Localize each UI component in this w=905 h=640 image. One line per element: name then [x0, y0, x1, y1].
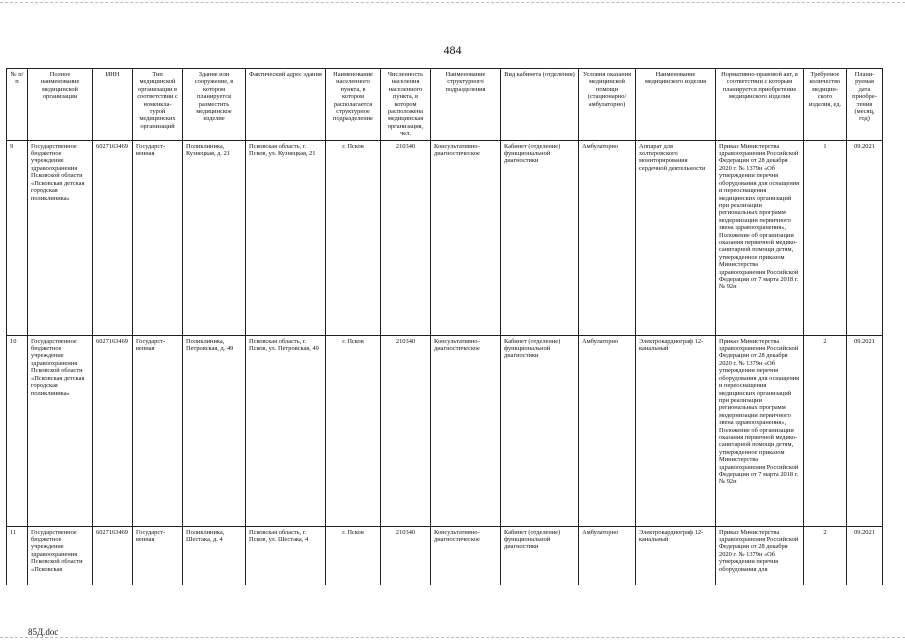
cell-cabinet: Кабинет (отделение) функциональной диагностики — [501, 335, 579, 526]
cell-org: Государственное бюджетное учреждение здравоохранения Псковской области «Псковская детская городская поликлиника» — [28, 335, 93, 526]
cell-cabinet: Кабинет (отделение) функциональной диагностики — [501, 526, 579, 585]
table-row — [7, 335, 883, 526]
cell-unit: Консультативно-диагностическое — [431, 526, 501, 585]
cell-address: Псковская область, г. Псков, ул. Кузнецкая, 21 — [246, 140, 326, 335]
cell-date: 09.2021 — [847, 335, 883, 526]
cell-date: 09.2021 — [847, 140, 883, 335]
table-header-row — [7, 69, 883, 141]
scan-edge-bottom — [0, 637, 905, 638]
cell-cabinet: Кабинет (отделение) функциональной диагностики — [501, 140, 579, 335]
cell-act: Приказ Министерства здравоохранения Российской Федерации от 28 декабря 2020 г. № 1379н «Об утверждении перечня оборудования для — [716, 526, 804, 585]
header-num: № п/п — [7, 69, 28, 141]
cell-num: 10 — [7, 335, 28, 526]
cell-qty: 2 — [804, 335, 847, 526]
cell-device: Аппарат для холтеровского мониторирования сердечной деятельности — [636, 140, 716, 335]
scan-edge-top — [0, 2, 905, 3]
header-org: Полное наименование медицинской организации — [28, 69, 93, 141]
cell-population: 210340 — [381, 140, 431, 335]
cell-type: Государст-венная — [133, 140, 183, 335]
header-inn: ИНН — [93, 69, 133, 141]
cell-num: 11 — [7, 526, 28, 585]
cell-org: Государственное бюджетное учреждение здравоохранения Псковской области «Псковская — [28, 526, 93, 585]
header-conditions: Условия оказания медицинской помощи (стационарно/ амбулаторно) — [579, 69, 636, 141]
cell-building: Поликлиника, Шестака, д. 4 — [183, 526, 246, 585]
cell-inn: 6027163469 — [93, 526, 133, 585]
header-qty: Требуемое количество медицин-ского изделия, ед. — [804, 69, 847, 141]
cell-num: 9 — [7, 140, 28, 335]
cell-inn: 6027163469 — [93, 335, 133, 526]
cell-settlement: г. Псков — [326, 526, 381, 585]
cell-act: Приказ Министерства здравоохранения Российской Федерации от 28 декабря 2020 г. № 1379н «Об утверждении перечня оборудования для оснащения и переоснащения медицинских организаций при реализации региональных программ модернизации первичного звена здравоохранения», Положение об организации оказания первичной медико-санитарной помощи детям, утвержденное приказом Министерства здравоохранения Российской Федерации от 7 марта 2018 г. № 92н — [716, 140, 804, 335]
table-row — [7, 140, 883, 335]
cell-building: Поликлиника, Кузнецкая, д. 21 — [183, 140, 246, 335]
cell-population: 210340 — [381, 526, 431, 585]
cell-unit: Консультативно-диагностическое — [431, 335, 501, 526]
cell-type: Государст-венная — [133, 526, 183, 585]
cell-qty: 1 — [804, 140, 847, 335]
table-row — [7, 526, 883, 585]
header-settlement: Наименование населенного пункта, в котором располагается структурное подразделение — [326, 69, 381, 141]
cell-settlement: г. Псков — [326, 335, 381, 526]
cell-type: Государст-венная — [133, 335, 183, 526]
header-address: Фактический адрес здания — [246, 69, 326, 141]
cell-act: Приказ Министерства здравоохранения Российской Федерации от 28 декабря 2020 г. № 1379н «Об утверждении перечня оборудования для оснащения и переоснащения медицинских организаций при реализации региональных программ модернизации первичного звена здравоохранения», Положение об организации оказания первичной медико-санитарной помощи детям, утвержденное приказом Министерства здравоохранения Российской Федерации от 7 марта 2018 г. № 92н — [716, 335, 804, 526]
cell-qty: 2 — [804, 526, 847, 585]
cell-building: Поликлиника, Петровская, д. 49 — [183, 335, 246, 526]
cell-device: Электрокардиограф 12-канальный — [636, 526, 716, 585]
cell-inn: 6027163469 — [93, 140, 133, 335]
equipment-table — [6, 68, 883, 585]
cell-settlement: г. Псков — [326, 140, 381, 335]
header-type: Тип медицинской организации в соответствии с номенкла-турой медицинских организаций — [133, 69, 183, 141]
header-date: Плани-руемая дата приобре-тения (месяц, год) — [847, 69, 883, 141]
header-unit: Наименование структурного подразделения — [431, 69, 501, 141]
cell-device: Электрокардиограф 12-канальный — [636, 335, 716, 526]
cell-conditions: Амбулаторно — [579, 526, 636, 585]
page-number: 484 — [443, 43, 462, 57]
header-building: Здание или сооружение, в котором планируется разместить медицинское изделие — [183, 69, 246, 141]
cell-org: Государственное бюджетное учреждение здравоохранения Псковской области «Псковская детская городская поликлиника» — [28, 140, 93, 335]
cell-address: Псковская область, г. Псков, ул. Петровская, 49 — [246, 335, 326, 526]
cell-conditions: Амбулаторно — [579, 335, 636, 526]
header-act: Нормативно-правовой акт, в соответствии с которым планируется приобретение медицинского изделия — [716, 69, 804, 141]
header-cabinet: Вид кабинета (отделения) — [501, 69, 579, 141]
document-filename: 85Д.doc — [28, 627, 59, 637]
cell-conditions: Амбулаторно — [579, 140, 636, 335]
header-population: Численность населения населенного пункта, в котором расположена медицинская организация, чел. — [381, 69, 431, 141]
header-device: Наименование медицинского изделия — [636, 69, 716, 141]
cell-date: 09.2021 — [847, 526, 883, 585]
cell-unit: Консультативно-диагностическое — [431, 140, 501, 335]
cell-population: 210340 — [381, 335, 431, 526]
cell-address: Псковская область, г. Псков, ул. Шестака, 4 — [246, 526, 326, 585]
